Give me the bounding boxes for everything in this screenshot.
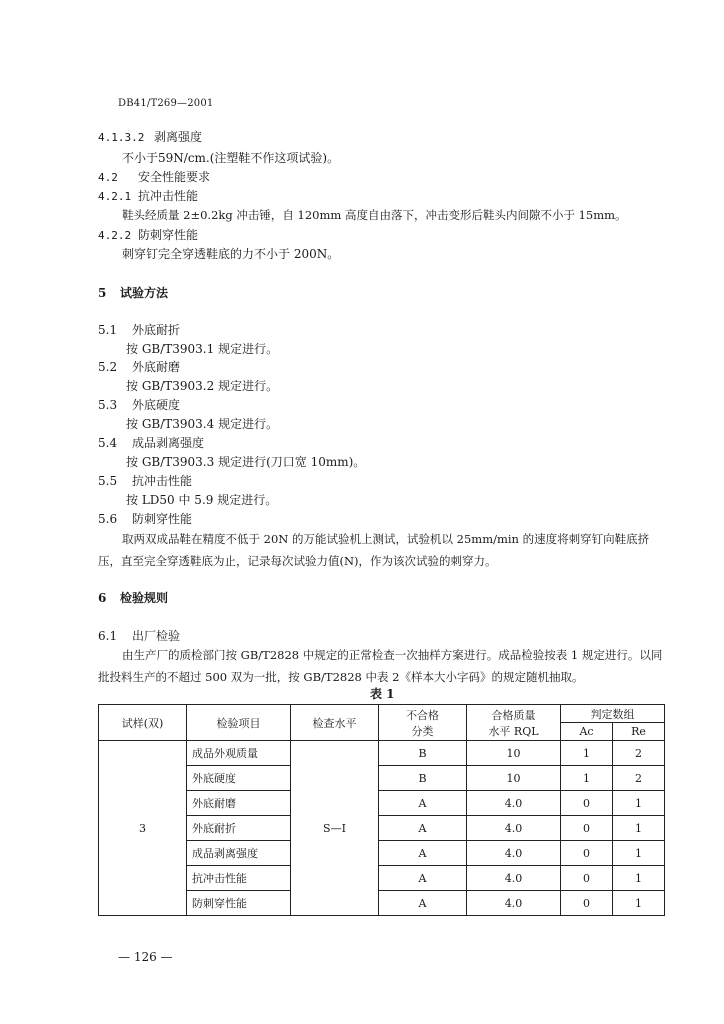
document-code: DB41/T269—2001 xyxy=(118,98,214,109)
section-number: 5.5 xyxy=(98,474,118,488)
section-number: 6.1 xyxy=(98,629,118,643)
section-5-4-heading xyxy=(98,436,204,451)
cell-re: 1 xyxy=(613,891,665,916)
section-title: 成品剥离强度 xyxy=(132,436,205,450)
header-class xyxy=(379,705,467,741)
cell-rql: 10 xyxy=(467,766,561,791)
section-title: 剥离强度 xyxy=(154,130,203,144)
header-class-line2: 分类 xyxy=(411,724,434,738)
section-title: 抗冲击性能 xyxy=(132,474,193,488)
section-5-1-body: 按 GB/T3903.1 规定进行。 xyxy=(126,342,279,356)
cell-ac: 0 xyxy=(561,791,613,816)
header-ac: Ac xyxy=(561,723,613,741)
section-title: 外底耐折 xyxy=(132,323,181,337)
cell-item: 防刺穿性能 xyxy=(187,891,291,916)
cell-re: 1 xyxy=(613,841,665,866)
cell-class: A xyxy=(379,891,467,916)
section-4-2-heading xyxy=(98,170,210,185)
cell-class: A xyxy=(379,866,467,891)
section-title: 防刺穿性能 xyxy=(138,228,199,242)
header-rql xyxy=(467,705,561,741)
section-6-1-body: 由生产厂的质检部门按 GB/T2828 中规定的正常检查一次抽样方案进行。成品检验按表 1 规定进行。以同批投料生产的不超过 500 双为一批，按 GB/T2828 中表 2《样本大小字码》的规定随机抽取。 xyxy=(98,648,663,684)
cell-item: 成品剥离强度 xyxy=(187,841,291,866)
cell-ac: 0 xyxy=(561,816,613,841)
cell-item: 外底硬度 xyxy=(187,766,291,791)
cell-rql: 4.0 xyxy=(467,866,561,891)
section-number: 5 xyxy=(98,286,107,300)
header-rql-line2: 水平 RQL xyxy=(488,724,539,738)
section-number: 4.1.3.2 xyxy=(98,131,145,144)
section-4-2-2-body: 刺穿钉完全穿透鞋底的力不小于 200N。 xyxy=(122,247,340,261)
section-4-2-2-heading xyxy=(98,228,198,243)
section-6-1-heading xyxy=(98,629,180,644)
section-number: 5.2 xyxy=(98,360,118,374)
cell-class: B xyxy=(379,741,467,766)
header-rql-line1: 合格质量 xyxy=(491,708,536,722)
page-number: — 126 — xyxy=(118,950,173,964)
cell-item: 抗冲击性能 xyxy=(187,866,291,891)
header-judge: 判定数组 xyxy=(561,705,665,723)
cell-item: 外底耐磨 xyxy=(187,791,291,816)
section-number: 5.3 xyxy=(98,398,118,412)
section-number: 5.1 xyxy=(98,323,118,337)
section-4-2-1-heading xyxy=(98,189,198,204)
table-header-row xyxy=(99,705,665,723)
section-title: 安全性能要求 xyxy=(138,170,211,184)
section-5-1-heading xyxy=(98,323,180,338)
section-number: 4.2 xyxy=(98,171,118,184)
cell-class: A xyxy=(379,841,467,866)
section-title: 试验方法 xyxy=(120,286,169,300)
section-title: 检验规则 xyxy=(120,591,169,605)
section-5-3-body: 按 GB/T3903.4 规定进行。 xyxy=(126,417,279,431)
cell-ac: 1 xyxy=(561,766,613,791)
section-title: 外底耐磨 xyxy=(132,360,181,374)
cell-re: 1 xyxy=(613,791,665,816)
header-sample: 试样(双) xyxy=(99,705,187,741)
section-5-5-heading xyxy=(98,474,192,489)
inspection-table xyxy=(98,704,665,916)
section-number: 5.4 xyxy=(98,436,118,450)
cell-sample: 3 xyxy=(99,741,187,916)
section-title: 防刺穿性能 xyxy=(132,512,193,526)
section-4-1-3-2-heading xyxy=(98,130,202,145)
section-5-heading xyxy=(98,286,168,301)
cell-re: 2 xyxy=(613,766,665,791)
cell-rql: 4.0 xyxy=(467,791,561,816)
cell-class: B xyxy=(379,766,467,791)
table-title: 表 1 xyxy=(370,687,395,701)
section-5-3-heading xyxy=(98,398,180,413)
section-number: 6 xyxy=(98,591,107,605)
cell-class: A xyxy=(379,816,467,841)
header-level: 检查水平 xyxy=(291,705,379,741)
cell-re: 1 xyxy=(613,866,665,891)
section-4-1-3-2-body: 不小于59N/cm.(注塑鞋不作这项试验)。 xyxy=(122,151,340,165)
section-5-5-body: 按 LD50 中 5.9 规定进行。 xyxy=(126,493,278,507)
section-5-2-body: 按 GB/T3903.2 规定进行。 xyxy=(126,379,279,393)
section-number: 4.2.2 xyxy=(98,229,132,242)
header-class-line1: 不合格 xyxy=(406,708,439,722)
cell-ac: 1 xyxy=(561,741,613,766)
section-title: 外底硬度 xyxy=(132,398,181,412)
cell-class: A xyxy=(379,791,467,816)
section-5-6-body: 取两双成品鞋在精度不低于 20N 的万能试验机上测试，试验机以 25mm/min 的速度将刺穿钉向鞋底挤压，直至完全穿透鞋底为止，记录每次试验力值(N)，作为该次试验的刺穿力。 xyxy=(98,532,650,568)
cell-ac: 0 xyxy=(561,866,613,891)
cell-level: S—I xyxy=(291,741,379,916)
cell-ac: 0 xyxy=(561,891,613,916)
cell-re: 1 xyxy=(613,816,665,841)
section-5-6-heading xyxy=(98,512,192,527)
section-title: 出厂检验 xyxy=(132,629,181,643)
cell-rql: 4.0 xyxy=(467,816,561,841)
cell-rql: 4.0 xyxy=(467,891,561,916)
section-4-2-1-body: 鞋头经质量 2±0.2kg 冲击锤，自 120mm 高度自由落下，冲击变形后鞋头内间隙不小于 15mm。 xyxy=(122,208,627,222)
section-number: 4.2.1 xyxy=(98,190,132,203)
section-5-2-heading xyxy=(98,360,180,375)
cell-ac: 0 xyxy=(561,841,613,866)
section-title: 抗冲击性能 xyxy=(138,189,199,203)
section-number: 5.6 xyxy=(98,512,118,526)
cell-item: 成品外观质量 xyxy=(187,741,291,766)
header-re: Re xyxy=(613,723,665,741)
table-row xyxy=(99,741,665,766)
cell-rql: 4.0 xyxy=(467,841,561,866)
cell-re: 2 xyxy=(613,741,665,766)
cell-item: 外底耐折 xyxy=(187,816,291,841)
cell-rql: 10 xyxy=(467,741,561,766)
header-item: 检验项目 xyxy=(187,705,291,741)
section-6-heading xyxy=(98,591,168,606)
section-5-4-body: 按 GB/T3903.3 规定进行(刀口宽 10mm)。 xyxy=(126,455,366,469)
